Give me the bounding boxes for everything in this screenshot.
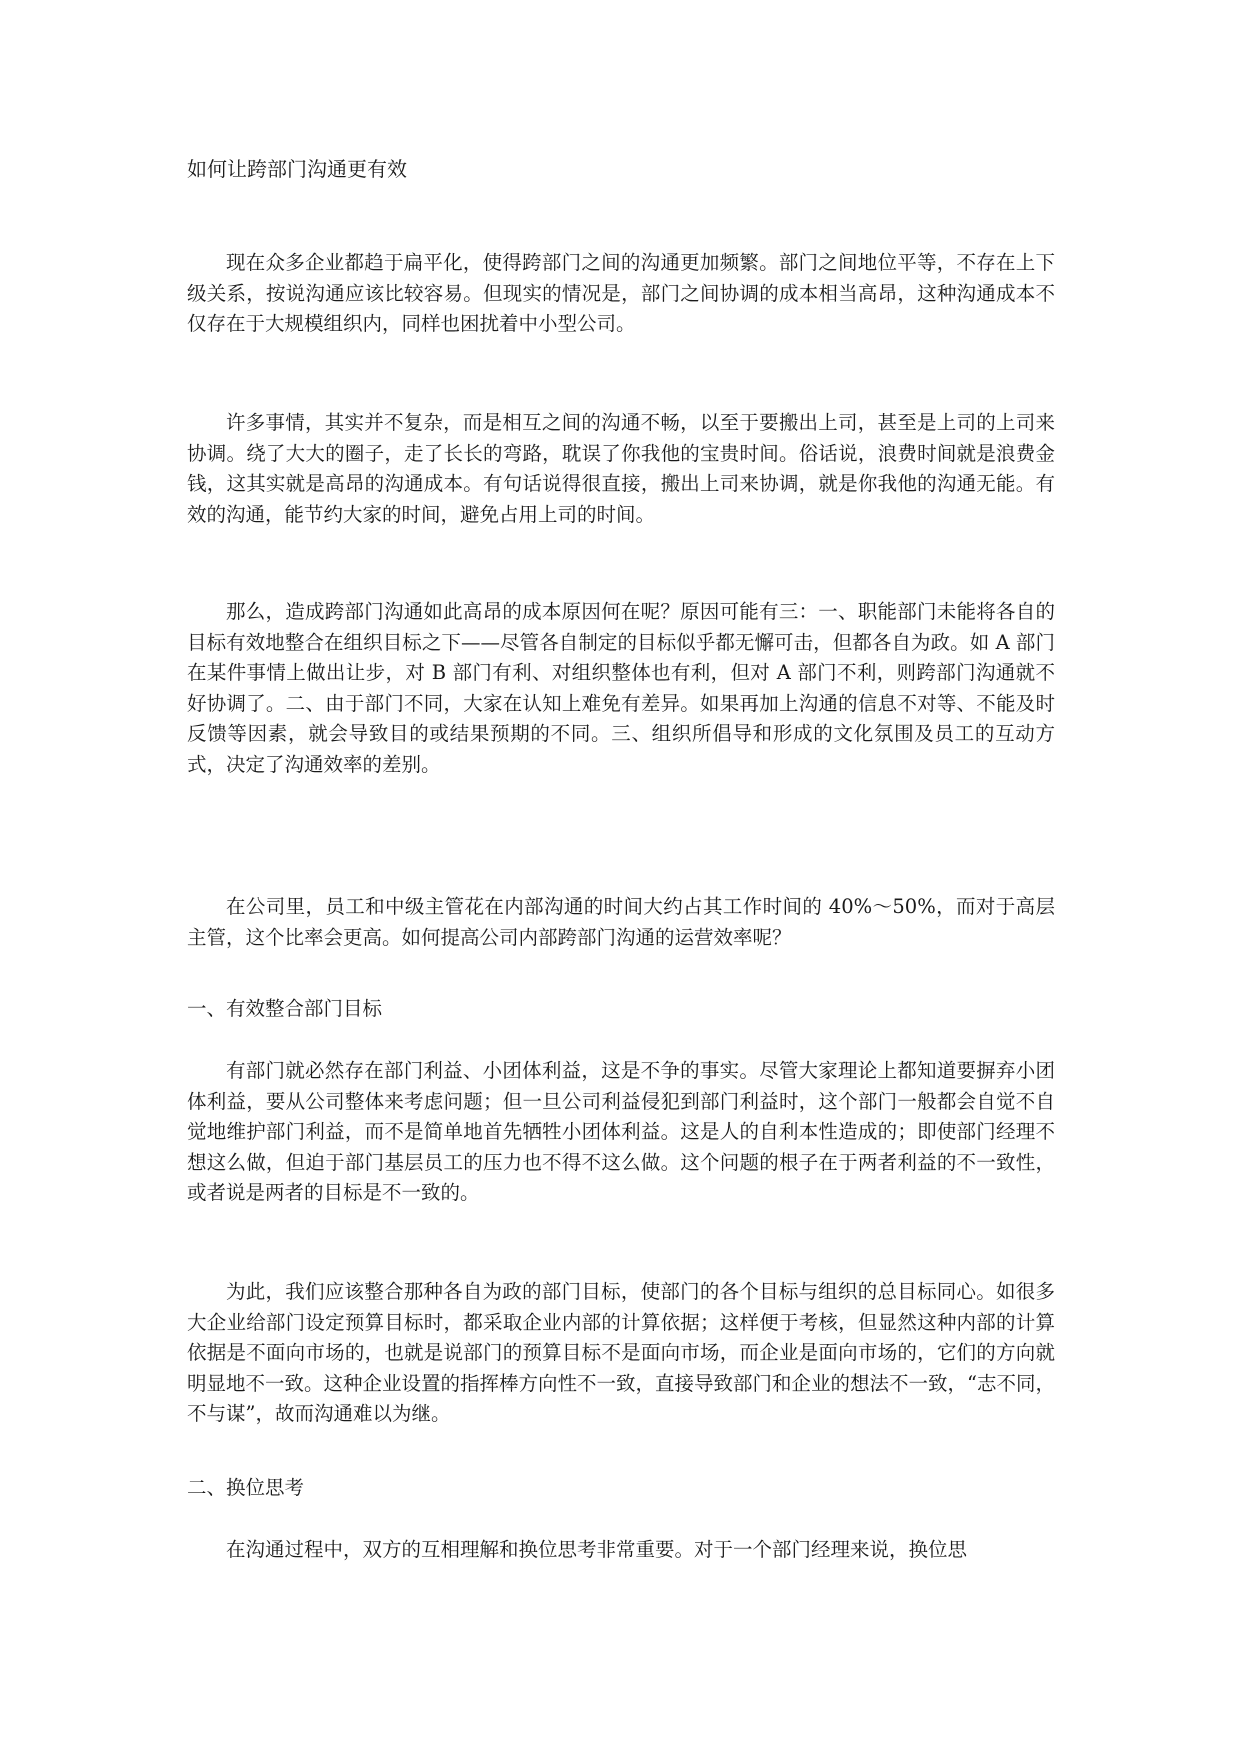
section-heading-integrate-goals: 一、有效整合部门目标 xyxy=(187,997,383,1020)
paragraph-department-interest: 有部门就必然存在部门利益、小团体利益，这是不争的事实。尽管大家理论上都知道要摒弃小团体利益，要从公司整体来考虑问题；但一旦公司利益侵犯到部门利益时，这个部门一般都会自觉不自觉地维护部门利益，而不是简单地首先牺牲小团体利益。这是人的自利本性造成的；即使部门经理不想这么做，但迫于部门基层员工的压力也不得不这么做。这个问题的根子在于两者利益的不一致性，或者说是两者的目标是不一致的。 xyxy=(187,1059,1055,1204)
paragraph-communication-cost: 许多事情，其实并不复杂，而是相互之间的沟通不畅，以至于要搬出上司，甚至是上司的上司来协调。绕了大大的圈子，走了长长的弯路，耽误了你我他的宝贵时间。俗话说，浪费时间就是浪费金钱，这其实就是高昂的沟通成本。有句话说得很直接，搬出上司来协调，就是你我他的沟通无能。有效的沟通，能节约大家的时间，避免占用上司的时间。 xyxy=(187,411,1055,526)
document-title: 如何让跨部门沟通更有效 xyxy=(187,157,407,181)
paragraph-causes: 那么，造成跨部门沟通如此高昂的成本原因何在呢？原因可能有三：一、职能部门未能将各自的目标有效地整合在组织目标之下——尽管各自制定的目标似乎都无懈可击，但都各自为政。如 A 部门在某件事情上做出让步，对 B 部门有利、对组织整体也有利，但对 A 部门不利，则跨部门沟通就不好协调了。二、由于部门不同，大家在认知上难免有差异。如果再加上沟通的信息不对等、不能及时反馈等因素，就会导致目的或结果预期的不同。三、组织所倡导和形成的文化氛围及员工的互动方式，决定了沟通效率的差别。 xyxy=(187,600,1055,776)
paragraph-integrate-goals: 为此，我们应该整合那种各自为政的部门目标，使部门的各个目标与组织的总目标同心。如很多大企业给部门设定预算目标时，都采取企业内部的计算依据；这样便于考核，但显然这种内部的计算依据是不面向市场的，也就是说部门的预算目标不是面向市场，而企业是面向市场的，它们的方向就明显地不一致。这种企业设置的指挥棒方向性不一致，直接导致部门和企业的想法不一致，“志不同，不与谋”，故而沟通难以为继。 xyxy=(187,1280,1055,1425)
paragraph-time-ratio: 在公司里，员工和中级主管花在内部沟通的时间大约占其工作时间的 40%～50%，而对于高层主管，这个比率会更高。如何提高公司内部跨部门沟通的运营效率呢？ xyxy=(187,895,1055,949)
paragraph-empathy: 在沟通过程中，双方的互相理解和换位思考非常重要。对于一个部门经理来说，换位思 xyxy=(226,1538,968,1561)
section-heading-empathy: 二、换位思考 xyxy=(187,1476,305,1499)
paragraph-intro: 现在众多企业都趋于扁平化，使得跨部门之间的沟通更加频繁。部门之间地位平等，不存在上下级关系，按说沟通应该比较容易。但现实的情况是，部门之间协调的成本相当高昂，这种沟通成本不仅存在于大规模组织内，同样也困扰着中小型公司。 xyxy=(187,251,1055,335)
